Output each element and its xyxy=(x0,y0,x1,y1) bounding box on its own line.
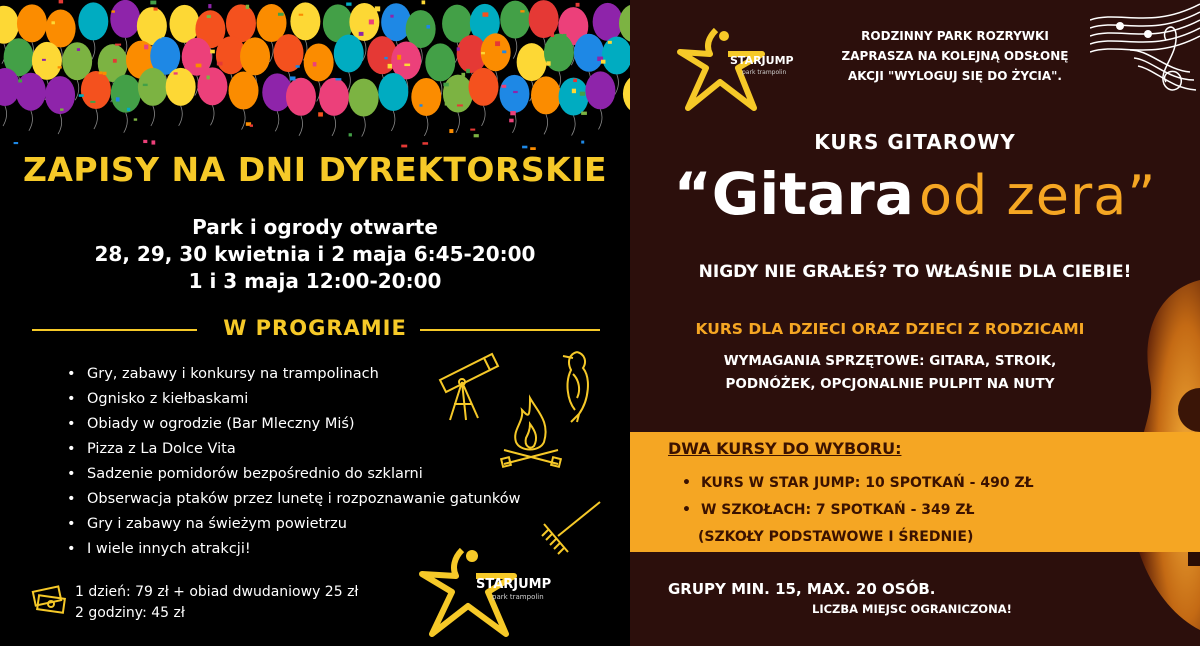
balloon xyxy=(169,5,199,43)
program-item: • Obiady w ogrodzie (Bar Mleczny Miś) xyxy=(67,412,521,437)
confetti xyxy=(207,76,210,80)
balloon-string xyxy=(391,111,395,131)
balloon-string xyxy=(29,111,33,131)
balloon xyxy=(17,4,47,42)
option-item: • KURS W STAR JUMP: 10 SPOTKAŃ - 490 ZŁ xyxy=(682,475,1034,491)
program-item: • Gry i zabawy na świeżym powietrzu xyxy=(67,512,521,537)
confetti xyxy=(152,140,156,144)
confetti xyxy=(143,140,147,143)
balloon xyxy=(623,75,630,113)
confetti xyxy=(18,79,22,82)
logo-sub: park trampolin xyxy=(492,593,544,601)
confetti xyxy=(601,60,606,64)
confetti xyxy=(510,111,516,115)
confetti xyxy=(250,124,253,126)
program-item: • Ognisko z kiełbaskami xyxy=(67,387,521,412)
confetti xyxy=(90,101,95,103)
option-item: • W SZKOŁACH: 7 SPOTKAŃ - 349 ZŁ xyxy=(682,502,975,518)
balloon xyxy=(529,0,559,38)
confetti xyxy=(54,31,57,35)
confetti xyxy=(196,64,202,68)
confetti xyxy=(313,62,317,66)
hours-line-3: 1 i 3 maja 12:00-20:00 xyxy=(188,269,442,293)
balloon xyxy=(46,10,76,48)
balloon xyxy=(111,75,141,113)
balloon xyxy=(334,35,364,73)
confetti xyxy=(457,47,460,50)
logo-name: STARJUMP xyxy=(476,577,552,592)
price-day: 1 dzień: 79 zł + obiad dwudaniowy 25 zł xyxy=(75,584,359,600)
confetti xyxy=(369,20,374,25)
telescope-icon xyxy=(432,352,502,424)
balloon xyxy=(602,37,630,75)
confetti xyxy=(103,72,107,75)
logo-name: STARJUMP xyxy=(730,54,794,67)
hours-line-2: 28, 29, 30 kwietnia i 2 maja 6:45-20:00 xyxy=(94,242,536,266)
confetti xyxy=(422,142,428,145)
confetti xyxy=(299,14,303,16)
confetti xyxy=(375,6,380,11)
confetti xyxy=(404,64,410,67)
music-notes-icon xyxy=(1090,0,1200,110)
confetti xyxy=(572,89,576,93)
confetti xyxy=(79,94,84,97)
confetti xyxy=(388,64,392,69)
confetti xyxy=(174,72,178,74)
balloon-string xyxy=(482,106,486,126)
confetti xyxy=(580,92,585,96)
confetti xyxy=(445,103,451,106)
balloon-string xyxy=(512,113,516,133)
confetti xyxy=(246,5,249,9)
confetti xyxy=(581,112,587,115)
balloon xyxy=(443,75,473,113)
balloon-string xyxy=(179,106,183,126)
confetti xyxy=(150,1,156,5)
balloon xyxy=(138,68,168,106)
woodpecker-icon xyxy=(557,348,597,424)
confetti xyxy=(501,85,506,88)
options-list xyxy=(682,470,1034,551)
confetti xyxy=(359,32,364,36)
balloon-string xyxy=(270,42,274,62)
confetti xyxy=(346,2,351,5)
confetti xyxy=(111,10,114,12)
confetti xyxy=(208,4,211,8)
balloon xyxy=(500,1,530,39)
audience: KURS DLA DZIECI ORAZ DZIECI Z RODZICAMI xyxy=(695,320,1085,338)
balloon-string xyxy=(242,110,246,130)
balloon xyxy=(16,73,46,111)
confetti xyxy=(113,59,117,63)
confetti xyxy=(154,8,158,11)
option-label: W SZKOŁACH: 7 SPOTKAŃ - 349 ZŁ xyxy=(700,502,975,518)
headline-gitara: “Gitara xyxy=(673,160,914,228)
balloon xyxy=(45,76,75,114)
confetti xyxy=(318,112,323,116)
confetti xyxy=(513,91,518,93)
confetti xyxy=(207,15,211,18)
confetti xyxy=(42,59,46,61)
balloon xyxy=(290,2,320,40)
confetti xyxy=(576,3,580,7)
campfire-icon xyxy=(500,394,562,472)
confetti xyxy=(127,108,130,111)
balloon-string xyxy=(94,109,98,129)
confetti xyxy=(390,15,393,18)
balloon xyxy=(585,71,615,109)
balloon xyxy=(81,71,111,109)
balloon xyxy=(469,68,499,106)
confetti xyxy=(290,76,296,80)
balloon-string xyxy=(572,116,576,136)
confetti xyxy=(449,129,453,133)
balloon xyxy=(304,43,334,81)
balloon-string xyxy=(456,113,460,133)
balloon xyxy=(166,68,196,106)
confetti xyxy=(116,97,120,101)
confetti xyxy=(551,32,554,37)
confetti xyxy=(60,108,63,110)
confetti xyxy=(470,129,475,131)
confetti xyxy=(51,21,54,24)
confetti xyxy=(608,41,612,44)
balloon-string xyxy=(151,106,155,126)
balloon xyxy=(229,72,259,110)
balloon-string xyxy=(275,111,279,131)
options-note: (SZKOŁY PODSTAWOWE I ŚREDNIE) xyxy=(698,529,974,545)
balloon xyxy=(378,73,408,111)
confetti xyxy=(77,48,80,51)
confetti xyxy=(217,62,223,66)
balloon xyxy=(619,4,630,42)
confetti xyxy=(144,45,148,50)
confetti xyxy=(509,119,513,123)
confetti xyxy=(522,146,527,149)
confetti xyxy=(419,104,422,106)
money-icon xyxy=(30,583,68,617)
confetti xyxy=(58,66,62,68)
confetti xyxy=(520,10,524,12)
balloon-string xyxy=(598,109,602,129)
balloon-string xyxy=(513,39,517,59)
balloon xyxy=(593,3,623,41)
balloon xyxy=(499,75,529,113)
balloon-string xyxy=(299,116,303,136)
confetti xyxy=(581,141,584,144)
balloon xyxy=(286,78,316,116)
starjump-logo xyxy=(676,28,806,114)
confetti xyxy=(158,36,161,38)
balloon xyxy=(411,78,441,116)
confetti xyxy=(134,118,137,120)
balloon-string xyxy=(124,113,128,133)
intro-text xyxy=(820,26,1090,86)
confetti xyxy=(384,57,387,59)
left-title: ZAPISY NA DNI DYREKTORSKIE xyxy=(22,150,608,189)
limited-info: LICZBA MIEJSC OGRANICZONA! xyxy=(812,602,1012,616)
divider-right xyxy=(420,329,600,331)
intro-line-1: RODZINNY PARK ROZRYWKI xyxy=(861,29,1049,43)
confetti xyxy=(443,83,448,87)
balloon-string xyxy=(3,106,7,126)
balloon-string xyxy=(58,114,62,134)
confetti xyxy=(482,12,488,16)
logo-sub: park trampolin xyxy=(742,69,787,76)
balloon-string xyxy=(210,105,214,125)
balloon xyxy=(78,2,108,40)
confetti xyxy=(115,44,121,46)
balloon xyxy=(517,43,547,81)
balloon-string xyxy=(544,114,548,134)
balloon-string xyxy=(75,80,79,100)
balloon xyxy=(197,67,227,105)
confetti xyxy=(546,61,550,65)
balloon xyxy=(544,34,574,72)
confetti xyxy=(210,50,215,54)
program-item: • Obserwacja ptaków przez lunetę i rozpoznawanie gatunków xyxy=(67,487,521,512)
balloon xyxy=(240,37,270,75)
right-panel xyxy=(630,0,1200,646)
headline-od-zera: od zera” xyxy=(918,164,1157,227)
balloon xyxy=(319,78,349,116)
balloon-string xyxy=(332,116,336,136)
requirements-line-2: PODNÓŻEK, OPCJONALNIE PULPIT NA NUTY xyxy=(725,376,1055,392)
confetti xyxy=(426,25,430,29)
hours-line-1: Park i ogrody otwarte xyxy=(192,215,438,239)
starjump-logo xyxy=(418,548,568,640)
confetti xyxy=(401,145,407,148)
balloon xyxy=(531,76,561,114)
intro-line-2: ZAPRASZA NA KOLEJNĄ ODSŁONĘ xyxy=(841,49,1069,63)
groups-info: GRUPY MIN. 15, MAX. 20 OSÓB. xyxy=(668,580,936,598)
option-label: KURS W STAR JUMP: 10 SPOTKAŃ - 490 ZŁ xyxy=(700,475,1034,491)
confetti xyxy=(14,142,19,144)
program-title: W PROGRAMIE xyxy=(223,316,407,340)
requirements xyxy=(630,350,1150,396)
confetti xyxy=(397,55,401,60)
balloon xyxy=(0,6,19,44)
confetti xyxy=(461,73,465,77)
balloon xyxy=(574,34,604,72)
confetti xyxy=(143,84,148,86)
confetti xyxy=(563,34,567,38)
balloon xyxy=(559,78,589,116)
options-title: DWA KURSY DO WYBORU: xyxy=(668,439,902,458)
confetti xyxy=(59,0,63,3)
headline xyxy=(630,160,1200,228)
balloon-string xyxy=(362,117,366,137)
confetti xyxy=(422,0,426,4)
confetti xyxy=(481,52,485,54)
program-item: • Sadzenie pomidorów bezpośrednio do szklarni xyxy=(67,462,521,487)
balloon xyxy=(349,79,379,117)
confetti xyxy=(502,50,506,53)
confetti xyxy=(336,78,342,80)
balloon-string xyxy=(424,116,428,136)
confetti xyxy=(474,134,479,137)
confetti xyxy=(495,41,500,46)
confetti xyxy=(296,65,300,67)
confetti xyxy=(349,133,352,136)
confetti xyxy=(466,69,470,73)
balloons-decoration xyxy=(0,0,630,150)
confetti xyxy=(573,79,577,82)
tagline: NIGDY NIE GRAŁEŚ? TO WŁAŚNIE DLA CIEBIE! xyxy=(698,262,1132,282)
price-hours: 2 godziny: 45 zł xyxy=(75,605,185,621)
requirements-line-1: WYMAGANIA SPRZĘTOWE: GITARA, STROIK, xyxy=(723,353,1057,369)
confetti xyxy=(278,13,284,16)
confetti xyxy=(99,71,103,74)
program-item: • I wiele innych atrakcji! xyxy=(67,537,521,562)
balloon xyxy=(425,43,455,81)
intro-line-3: AKCJI "WYLOGUJ SIĘ DO ŻYCIA". xyxy=(848,69,1062,83)
program-item: • Gry, zabawy i konkursy na trampolinach xyxy=(67,362,521,387)
balloon xyxy=(110,0,140,38)
confetti xyxy=(457,104,463,106)
program-item: • Pizza z La Dolce Vita xyxy=(67,437,521,462)
course-label: KURS GITAROWY xyxy=(814,130,1016,154)
